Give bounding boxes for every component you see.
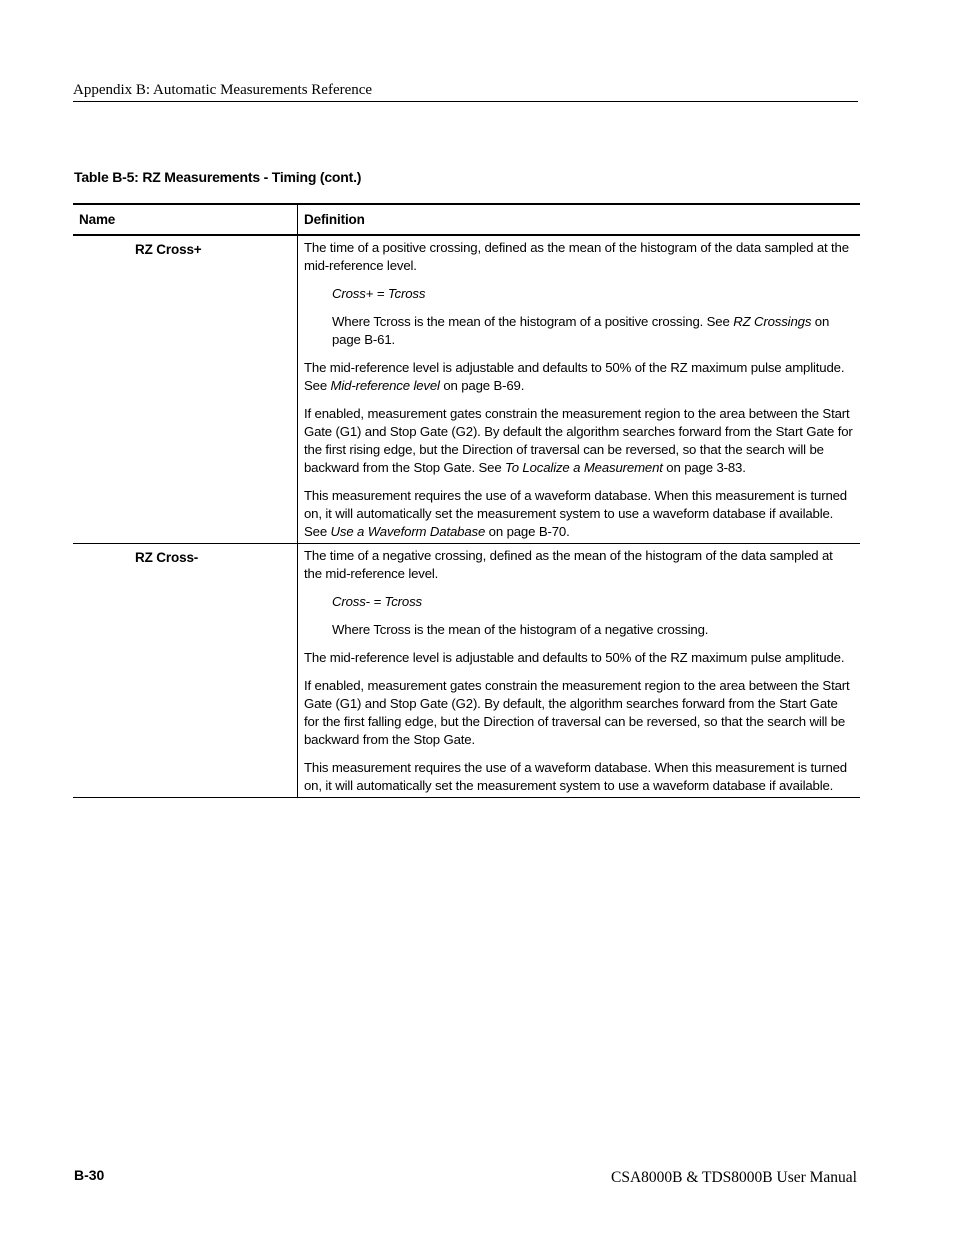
page-number: B-30: [74, 1167, 105, 1183]
formula: [304, 593, 854, 611]
formula-text: Cross- = Tcross: [332, 594, 422, 609]
formula-explanation: Where Tcross is the mean of the histogram of a negative crossing.: [332, 622, 709, 637]
definition-paragraph: This measurement requires the use of a waveform database. When this measurement is turned on, it will automatically set the measurement system to use a waveform database if available.: [304, 760, 847, 793]
running-header: Appendix B: Automatic Measurements Reference: [73, 82, 858, 102]
definition-paragraph: If enabled, measurement gates constrain the measurement region to the area between the Start Gate (G1) and Stop Gate (G2). By default, the algorithm searches forward from the Start Gate for the first falling edge, but the Direction of traversal can be reversed, so that the search will be backward from the Stop Gate.: [304, 678, 850, 747]
table-header-row: [73, 204, 860, 235]
table-title: Table B-5: RZ Measurements - Timing (cont.): [74, 169, 362, 185]
definition-paragraph: The mid-reference level is adjustable and defaults to 50% of the RZ maximum pulse amplitude. See Mid-reference level on page B-69.: [304, 360, 845, 393]
measurements-table: [73, 203, 860, 798]
cross-reference-link[interactable]: RZ Crossings: [733, 314, 812, 329]
column-header-definition: Definition: [298, 204, 861, 235]
table-row: [73, 235, 860, 544]
table-row: [73, 544, 860, 798]
measurement-definition: [298, 544, 861, 798]
definition-paragraph: The time of a positive crossing, defined as the mean of the histogram of the data sampled at the mid-reference level.: [304, 240, 849, 273]
definition-paragraph: The time of a negative crossing, defined as the mean of the histogram of the data sampled at the mid-reference level.: [304, 548, 833, 581]
formula-text: Cross+ = Tcross: [332, 286, 426, 301]
definition-paragraph: This measurement requires the use of a waveform database. When this measurement is turned on, it will automatically set the measurement system to use a waveform database if available. See Use a Waveform Database on page B-70.: [304, 488, 847, 539]
definition-paragraph: If enabled, measurement gates constrain the measurement region to the area between the Start Gate (G1) and Stop Gate (G2). By default the algorithm searches forward from the Start Gate for the first rising edge, but the Direction of traversal can be reversed, so that the search will be backward from the Stop Gate. See To Localize a Measurement on page 3-83.: [304, 406, 853, 475]
column-header-name: Name: [73, 204, 298, 235]
measurement-definition: [298, 235, 861, 544]
formula-explanation: Where Tcross is the mean of the histogram of a positive crossing. See RZ Crossings on page B-61.: [332, 314, 830, 347]
cross-reference-link[interactable]: Mid-reference level: [330, 378, 440, 393]
cross-reference-link[interactable]: To Localize a Measurement: [505, 460, 663, 475]
measurement-name: RZ Cross-: [73, 544, 298, 798]
formula: [304, 285, 854, 303]
definition-paragraph: The mid-reference level is adjustable and defaults to 50% of the RZ maximum pulse amplitude.: [304, 650, 845, 665]
manual-title: CSA8000B & TDS8000B User Manual: [610, 1169, 857, 1186]
cross-reference-link[interactable]: Use a Waveform Database: [330, 524, 486, 539]
measurement-name: RZ Cross+: [73, 235, 298, 544]
